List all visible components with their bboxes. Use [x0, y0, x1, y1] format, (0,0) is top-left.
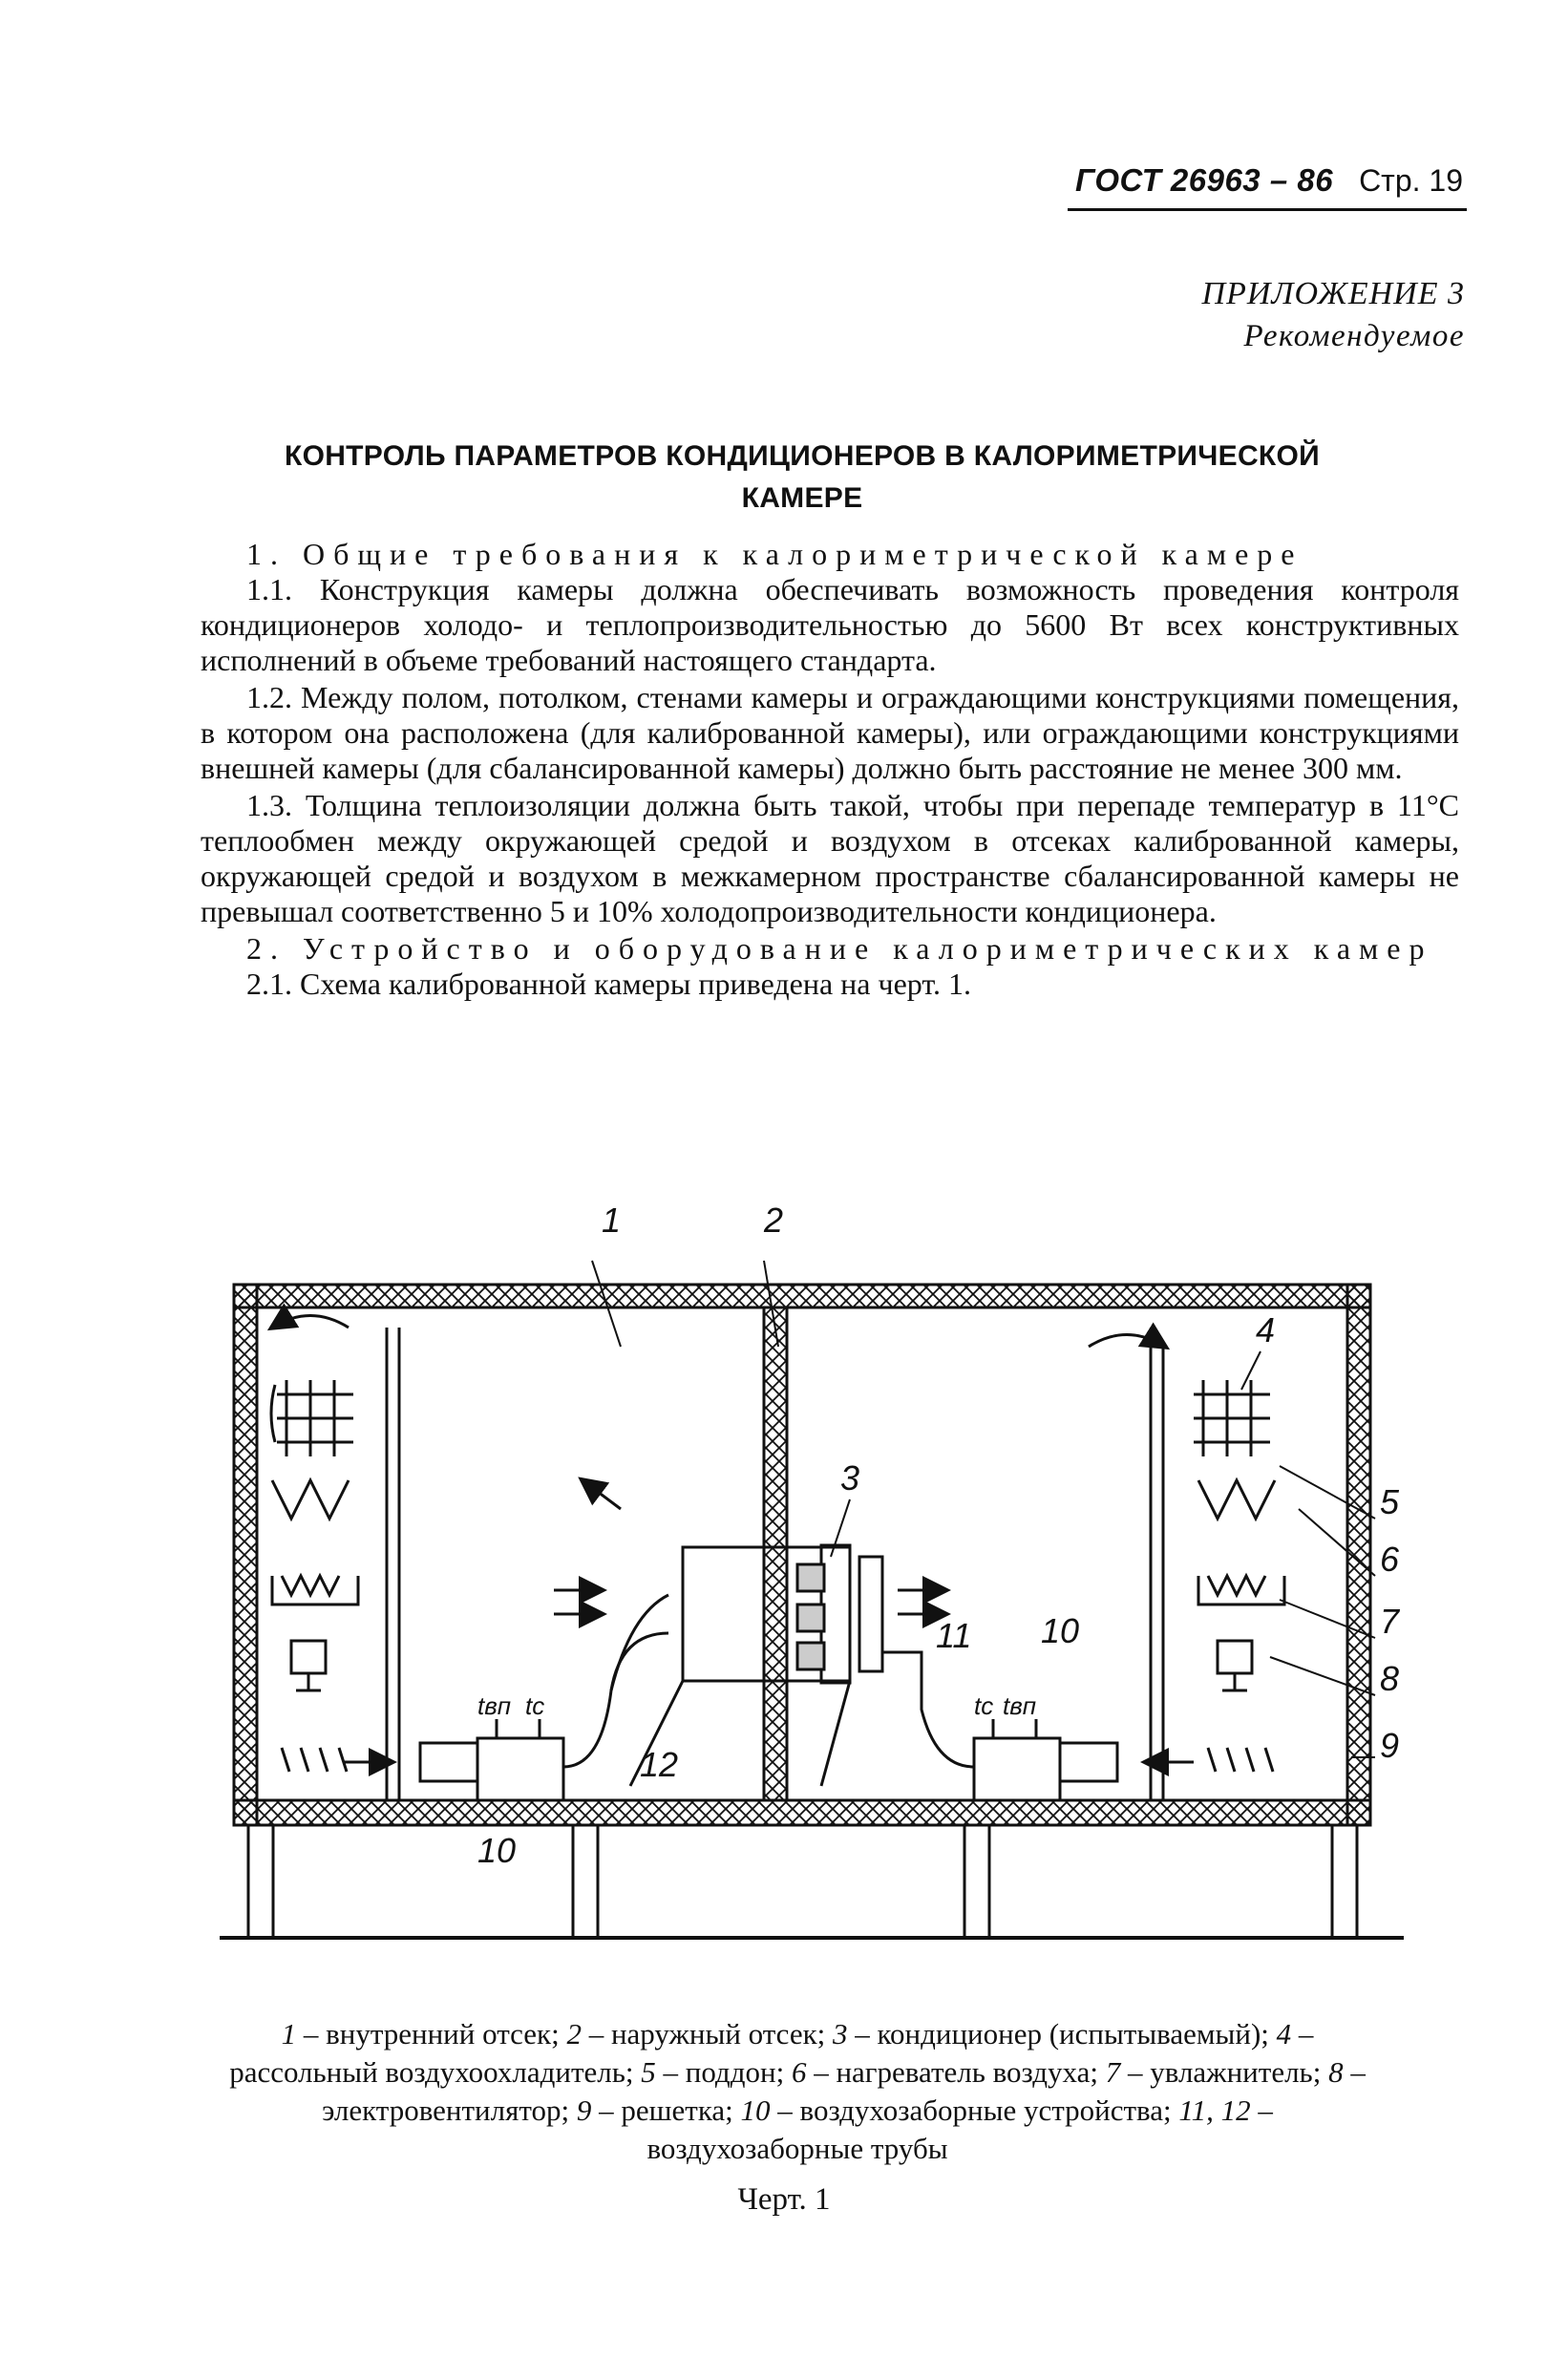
appendix-subtitle: Рекомендуемое: [1243, 319, 1465, 353]
caption-num-1: 1: [281, 2017, 297, 2051]
symbol-t-dry-right: tс: [974, 1691, 994, 1720]
label-11: 11: [936, 1616, 972, 1655]
label-6: 6: [1380, 1540, 1400, 1579]
caption-num-7: 7: [1105, 2055, 1121, 2089]
chamber-schematic: [191, 1194, 1432, 1967]
label-9: 9: [1380, 1726, 1400, 1765]
caption-text-4: – рассольный воздухоохладитель;: [229, 2017, 1314, 2089]
document-title: [181, 436, 1423, 520]
label-7: 7: [1380, 1602, 1400, 1641]
caption-num-4: 4: [1276, 2017, 1292, 2051]
label-12: 12: [640, 1745, 679, 1784]
page-number: Стр. 19: [1359, 163, 1463, 198]
paragraph-1-3: 1.3. Толщина теплоизоляции должна быть такой, чтобы при перепаде температур в 11°С теплообмен между окружающей средой и воздухом в отсеках калиброванной камеры, окружающей средой и воздухом в межкамерном пространстве сбалансированной камеры не превышал соответственно 5 и 10% холодопроизводительности кондиционера.: [201, 788, 1459, 928]
insulated-walls: [234, 1285, 1370, 1825]
caption-num-2: 2: [566, 2017, 582, 2051]
figure-caption: [210, 2015, 1385, 2168]
label-8: 8: [1380, 1659, 1400, 1698]
caption-text-6: – нагреватель воздуха;: [806, 2055, 1106, 2089]
caption-text-2: – наружный отсек;: [581, 2017, 833, 2051]
title-line-1: КОНТРОЛЬ ПАРАМЕТРОВ КОНДИЦИОНЕРОВ В КАЛОРИМЕТРИЧЕСКОЙ: [284, 440, 1321, 472]
paragraph-1-1: 1.1. Конструкция камеры должна обеспечивать возможность проведения контроля кондиционеров холодо- и теплопроизводительностью до 5600 Вт всех конструктивных исполнений в объеме требований настоящего стандарта.: [201, 572, 1459, 677]
label-4: 4: [1256, 1310, 1276, 1349]
caption-num-8: 8: [1328, 2055, 1344, 2089]
paragraph-1-2: 1.2. Между полом, потолком, стенами камеры и ограждающими конструкциями помещения, в котором она расположена (для калиброванной камеры), или ограждающими конструкциями внешней камеры (для сбалансированной камеры) должно быть расстояние не менее 300 мм.: [201, 680, 1459, 785]
caption-num-9: 9: [576, 2093, 592, 2127]
caption-text-3: – кондиционер (испытываемый);: [847, 2017, 1277, 2051]
symbol-t-wet-right: tвп: [1003, 1691, 1037, 1720]
left-equipment: [271, 1316, 399, 1801]
label-10-left: 10: [477, 1831, 517, 1870]
caption-num-6: 6: [791, 2055, 807, 2089]
air-conditioner-under-test: [554, 1480, 945, 1786]
caption-text-7: – увлажнитель;: [1120, 2055, 1329, 2089]
appendix-title: ПРИЛОЖЕНИЕ 3: [1201, 276, 1465, 311]
label-5: 5: [1380, 1482, 1400, 1521]
label-10-right: 10: [1041, 1611, 1080, 1650]
support-legs: [220, 1825, 1404, 1938]
symbol-t-dry-left: tс: [525, 1691, 545, 1720]
caption-num-11-12: 11, 12: [1178, 2093, 1251, 2127]
caption-text-9: – решетка;: [591, 2093, 741, 2127]
right-equipment: [1089, 1335, 1284, 1801]
body-text: [201, 537, 1459, 1002]
paragraph-2-1: 2.1. Схема калиброванной камеры приведена на черт. 1.: [246, 967, 971, 1001]
caption-num-10: 10: [740, 2093, 771, 2127]
caption-text-5: – поддон;: [655, 2055, 792, 2089]
section-2-heading: 2. Устройство и оборудование калориметрических камер: [246, 931, 1433, 966]
caption-text-11-12: – воздухозаборные трубы: [646, 2093, 1273, 2165]
caption-text-8: – электровентилятор;: [322, 2055, 1366, 2127]
label-2: 2: [764, 1201, 784, 1240]
title-line-2: КАМЕРЕ: [741, 482, 863, 514]
caption-num-5: 5: [641, 2055, 656, 2089]
section-1-heading: 1. Общие требования к калориметрической камере: [246, 537, 1303, 571]
page-header: [1068, 159, 1467, 211]
appendix-block: [1202, 273, 1465, 357]
figure-label: Черт. 1: [737, 2182, 831, 2217]
symbol-t-wet-left: tвп: [477, 1691, 512, 1720]
caption-num-3: 3: [833, 2017, 848, 2051]
label-1: 1: [602, 1201, 622, 1240]
caption-text-1: – внутренний отсек;: [296, 2017, 567, 2051]
caption-text-10: – воздухозаборные устройства;: [770, 2093, 1179, 2127]
label-3: 3: [840, 1458, 860, 1498]
standard-number: ГОСТ 26963 – 86: [1075, 162, 1334, 198]
calibrated-chamber-diagram: [191, 1194, 1432, 1967]
